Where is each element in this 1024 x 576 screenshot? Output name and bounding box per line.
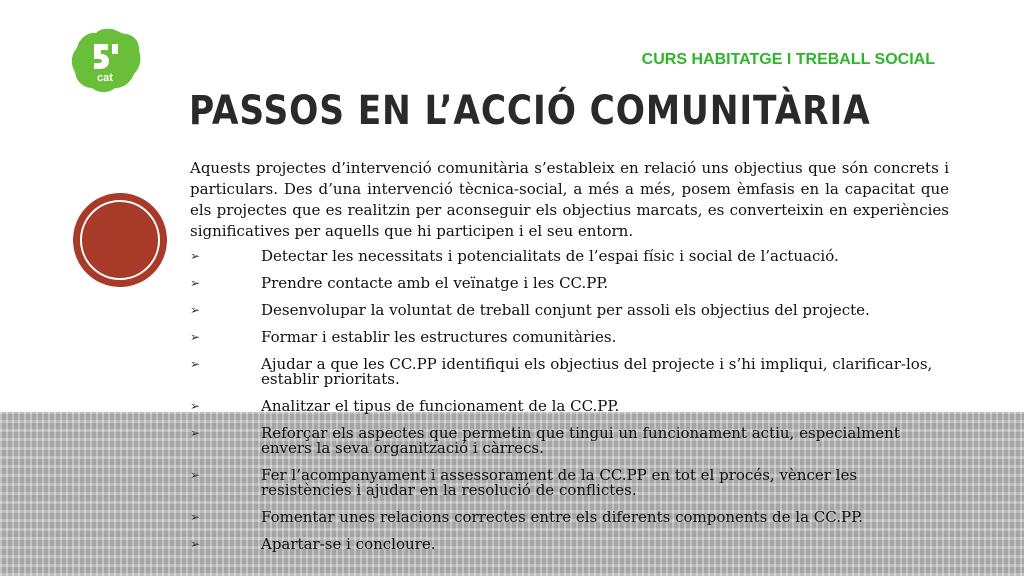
arrow-bullet-icon: ➢ [190, 276, 201, 290]
list-item: ➢ Analitzar el tipus de funcionament de la CC.PP. [190, 397, 620, 415]
course-header: CURS HABITATGE I TREBALL SOCIAL [641, 51, 935, 68]
list-item: ➢ Apartar-se i concloure. [190, 535, 436, 553]
arrow-bullet-icon: ➢ [190, 537, 201, 551]
list-item: ➢ Reforçar els aspectes que permetin que tingui un funcionament actiu, especialment envers la seva organització i càrrecs. [190, 424, 900, 457]
list-item: ➢ Detectar les necessitats i potencialitats de l’espai físic i social de l’actuació. [190, 247, 839, 265]
steps-list [190, 246, 960, 552]
list-item: ➢ Prendre contacte amb el veïnatge i les CC.PP. [190, 274, 609, 292]
arrow-bullet-icon: ➢ [190, 468, 201, 482]
arrow-bullet-icon: ➢ [190, 249, 201, 263]
arrow-bullet-icon: ➢ [190, 303, 201, 317]
list-item: ➢ Formar i establir les estructures comunitàries. [190, 328, 617, 346]
list-item: ➢ Fer l’acompanyament i assessorament de la CC.PP en tot el procés, vèncer les resistències i ajudar en la resolució de conflictes. [190, 466, 858, 499]
arrow-bullet-icon: ➢ [190, 330, 201, 344]
slide-title: PASSOS EN L’ACCIÓ COMUNITÀRIA [189, 88, 871, 134]
list-item: ➢ Ajudar a que les CC.PP identifiqui els objectius del projecte i s’hi impliqui, clarificar-los, establir prioritats. [190, 355, 933, 388]
intro-paragraph: Aquests projectes d’intervenció comunitària s’estableix en relació uns objectius que són concrets i particulars. Des d’una intervenció tècnica-social, a més a més, posem èmfasis en la capacitat que els projectes que es realitzin per aconseguir els objectius marcats, es converteixin en experiències significatives per aquells que hi participen i el seu entorn. [190, 159, 949, 240]
arrow-bullet-icon: ➢ [190, 399, 201, 413]
logo-text: cat [97, 72, 113, 84]
arrow-bullet-icon: ➢ [190, 357, 201, 371]
list-item: ➢ Desenvolupar la voluntat de treball conjunt per assoli els objectius del projecte. [190, 301, 870, 319]
list-item: ➢ Fomentar unes relacions correctes entre els diferents components de la CC.PP. [190, 508, 863, 526]
logo-icon [68, 26, 144, 96]
decorative-circle-ring [80, 200, 160, 280]
arrow-bullet-icon: ➢ [190, 510, 201, 524]
arrow-bullet-icon: ➢ [190, 426, 201, 440]
